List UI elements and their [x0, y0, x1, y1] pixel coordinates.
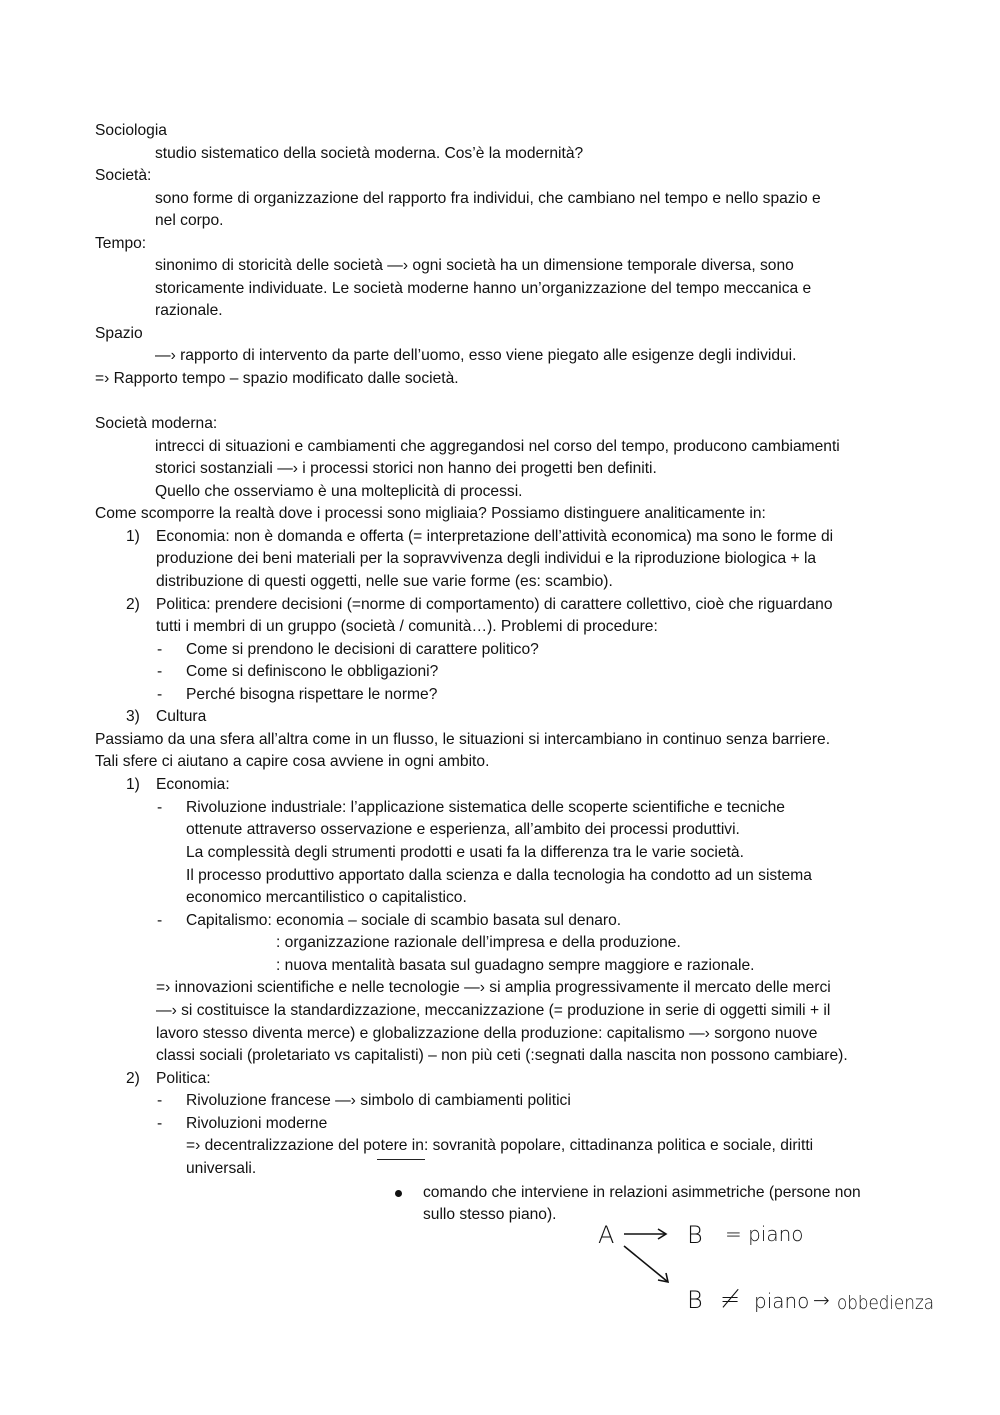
text-line: tutti i membri di un gruppo (società / comunità…). Problemi di procedure: [156, 618, 658, 635]
text-line: storici sostanziali —› i processi storici non hanno dei progetti ben definiti. [155, 460, 657, 477]
text-line: sono forme di organizzazione del rapporto fra individui, che cambiano nel tempo e nello spazio e [155, 190, 821, 207]
dash-marker: - [157, 912, 163, 929]
text-line: storicamente individuate. Le società moderne hanno un’organizzazione del tempo meccanica e [155, 280, 812, 297]
heading-societa: Società: [95, 167, 152, 184]
sketch-arrow-diagonal [624, 1246, 668, 1282]
text-line: =› innovazioni scientifiche e nelle tecnologie —› si amplia progressivamente il mercato delle merci [156, 979, 831, 996]
list-number: 1) [126, 776, 140, 793]
text-line: distribuzione di questi oggetti, nelle sue varie forme (es: scambio). [156, 573, 613, 590]
text-line: =› Rapporto tempo – spazio modificato dalle società. [95, 370, 459, 387]
sub-item-text: Capitalismo: economia – sociale di scambio basata sul denaro. [186, 912, 622, 929]
text-line: =› decentralizzazione del potere in: sovranità popolare, cittadinanza politica e sociale, diritti [186, 1137, 814, 1154]
sketch-equals-piano: = piano [725, 1222, 804, 1246]
text-line: Il processo produttivo apportato dalla scienza e dalla tecnologia ha condotto ad un sistema [186, 867, 812, 884]
heading-spazio: Spazio [95, 325, 143, 342]
text-line: : organizzazione razionale dell’impresa e della produzione. [276, 934, 681, 951]
sketch-label-b-top: B [687, 1221, 703, 1249]
heading-tempo: Tempo: [95, 235, 147, 252]
sub-item-text: Rivoluzione francese —› simbolo di cambiamenti politici [186, 1092, 571, 1109]
sketch-piano: piano [754, 1289, 810, 1313]
sub-item-text: Come si prendono le decisioni di carattere politico? [186, 641, 539, 658]
dash-marker: - [157, 686, 163, 703]
list-number: 2) [126, 1070, 140, 1087]
text-line: ottenute attraverso osservazione e esperienza, all’ambito dei processi produttivi. [186, 821, 740, 838]
sketch-arrow-glyph: → [813, 1288, 830, 1312]
handwritten-underline [377, 1159, 425, 1160]
dash-marker: - [157, 799, 163, 816]
text-line: Passiamo da una sfera all’altra come in un flusso, le situazioni si intercambiano in continuo senza barriere. [95, 731, 831, 748]
bullet-item-text: comando che interviene in relazioni asimmetriche (persone non [423, 1184, 861, 1201]
list-number: 3) [126, 708, 140, 725]
text-line: : nuova mentalità basata sul guadagno sempre maggiore e razionale. [276, 957, 755, 974]
list-item-text: Economia: non è domanda e offerta (= interpretazione dell’attività economica) ma sono le forme di [156, 528, 834, 545]
sub-item-text: Rivoluzioni moderne [186, 1115, 328, 1132]
sketch-label-a: A [598, 1221, 615, 1249]
sub-item-text: Perché bisogna rispettare le norme? [186, 686, 438, 703]
sketch-obbedienza: obbedienza [837, 1292, 934, 1314]
text-line: —› si costituisce la standardizzazione, meccanizzazione (= produzione in serie di oggetti simili + il [156, 1002, 831, 1019]
list-number: 1) [126, 528, 140, 545]
sketch-label-b-bottom: B [687, 1286, 703, 1314]
text-line: La complessità degli strumenti prodotti e usati fa la differenza tra le varie società. [186, 844, 744, 861]
list-item-text: Cultura [156, 708, 207, 725]
text-line: intrecci di situazioni e cambiamenti che aggregandosi nel corso del tempo, producono cambiamenti [155, 438, 840, 455]
list-number: 2) [126, 596, 140, 613]
handwritten-diagram [580, 1212, 950, 1322]
text-line: produzione dei beni materiali per la sopravvivenza degli individui e la riproduzione biologica + la [156, 550, 817, 567]
list-item-text: Politica: [156, 1070, 211, 1087]
text-line: —› rapporto di intervento da parte dell’uomo, esso viene piegato alle esigenze degli individui. [155, 347, 797, 364]
list-item-text: Economia: [156, 776, 230, 793]
heading-societa-moderna: Società moderna: [95, 415, 218, 432]
dash-marker: - [157, 1092, 163, 1109]
dash-marker: - [157, 663, 163, 680]
text-line: studio sistematico della società moderna. Cos’è la modernità? [155, 145, 584, 162]
text-line: lavoro stesso diventa merce) e globalizzazione della produzione: capitalismo —› sorgono nuove [156, 1025, 818, 1042]
sketch-not-equal: ≠ [720, 1285, 741, 1313]
text-line: economico mercantilistico o capitalistico. [186, 889, 467, 906]
dash-marker: - [157, 1115, 163, 1132]
text-line: sinonimo di storicità delle società —› ogni società ha un dimensione temporale diversa, sono [155, 257, 794, 274]
sub-item-text: Come si definiscono le obbligazioni? [186, 663, 439, 680]
text-line: Quello che osserviamo è una molteplicità di processi. [155, 483, 523, 500]
text-line: Tali sfere ci aiutano a capire cosa avviene in ogni ambito. [95, 753, 490, 770]
heading-sociologia: Sociologia [95, 122, 167, 139]
text-line: classi sociali (proletariato vs capitalisti) – non più ceti (:segnati dalla nascita non possono cambiare). [156, 1047, 848, 1064]
text-line: Come scomporre la realtà dove i processi sono migliaia? Possiamo distinguere analiticamente in: [95, 505, 766, 522]
text-line: universali. [186, 1160, 257, 1177]
list-item-text: Politica: prendere decisioni (=norme di comportamento) di carattere collettivo, cioè che riguardano [156, 596, 833, 613]
bullet-marker [395, 1190, 402, 1197]
text-line: sullo stesso piano). [423, 1206, 557, 1223]
text-line: razionale. [155, 302, 223, 319]
text-line: nel corpo. [155, 212, 224, 229]
sub-item-text: Rivoluzione industriale: l’applicazione sistematica delle scoperte scientifiche e tecniche [186, 799, 785, 816]
dash-marker: - [157, 641, 163, 658]
